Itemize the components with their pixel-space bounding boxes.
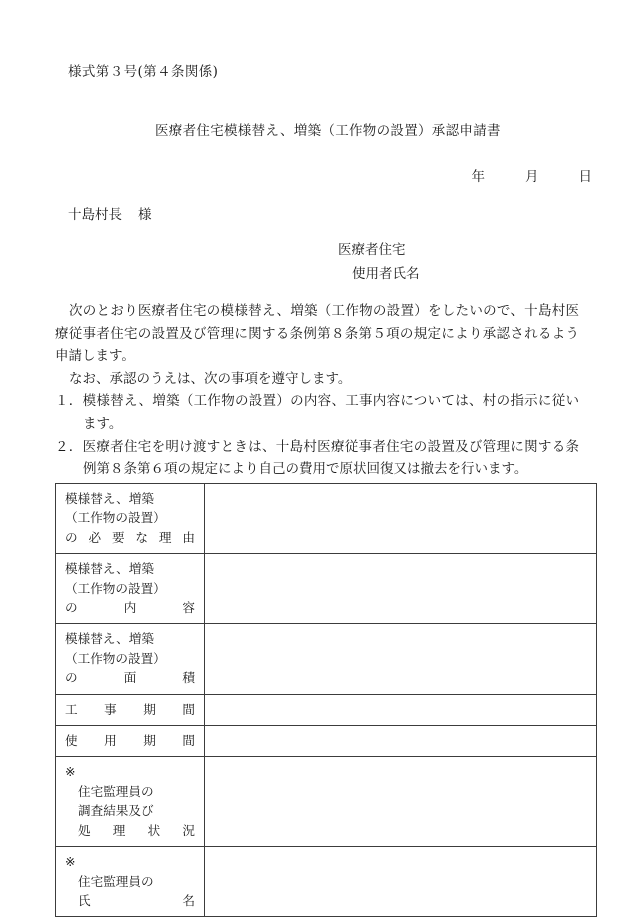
application-table-body xyxy=(56,484,597,917)
label-line-3: の 面 積 xyxy=(65,670,195,686)
label-line-1: 使 用 期 間 xyxy=(65,733,195,749)
reference-mark-icon: ※ xyxy=(65,854,76,870)
date-month-label: 月 xyxy=(525,169,539,185)
body-item-1: １．模様替え、増築（工作物の設置）の内容、工事内容については、村の指示に従います。 xyxy=(55,393,579,432)
form-number: 様式第３号(第４条関係) xyxy=(68,64,219,80)
label-line-2: （工作物の設置） xyxy=(65,510,166,526)
addressee xyxy=(68,203,152,223)
date-year-label: 年 xyxy=(471,169,485,185)
row-label-inspector-name xyxy=(56,847,205,917)
applicant-block xyxy=(338,238,420,286)
label-line-2: （工作物の設置） xyxy=(65,650,166,666)
label-line-1: 模様替え、増築 xyxy=(65,561,154,577)
page-title: 医療者住宅模様替え、増築（工作物の設置）承認申請書 xyxy=(155,123,501,139)
label-line-2: 氏 名 xyxy=(78,892,195,908)
row-label-area xyxy=(56,624,205,694)
label-line-2: （工作物の設置） xyxy=(65,580,166,596)
row-value-usage-period[interactable] xyxy=(205,726,597,757)
body-paragraph-2: なお、承認のうえは、次の事項を遵守します。 xyxy=(69,370,352,387)
label-line-3: の 内 容 xyxy=(65,600,195,616)
row-label-construction-period xyxy=(56,694,205,725)
body-paragraph-1: 次のとおり医療者住宅の模様替え、増築（工作物の設置）をしたいので、十島村医療従事者住宅の設置及び管理に関する条例第８条第５項の規定により承認されるよう申請します。 xyxy=(55,303,579,365)
row-value-construction-period[interactable] xyxy=(205,694,597,725)
label-line-3: 処 理 状 況 xyxy=(78,822,195,838)
date-line xyxy=(0,165,592,185)
row-value-inspector-name[interactable] xyxy=(205,847,597,917)
label-line-1: 住宅監理員の xyxy=(78,783,154,799)
table-row xyxy=(56,757,597,847)
table-row xyxy=(56,726,597,757)
label-line-1: 模様替え、増築 xyxy=(65,491,154,506)
applicant-name-label: 使用者氏名 xyxy=(352,266,420,282)
body-text xyxy=(55,300,579,481)
table-row xyxy=(56,484,597,554)
table-row xyxy=(56,624,597,694)
label-line-3: の 必 要 な 理 由 xyxy=(65,529,195,545)
addressee-honorific: 様 xyxy=(138,207,152,223)
label-line-2: 調査結果及び xyxy=(78,803,154,819)
row-value-inspector-result[interactable] xyxy=(205,757,597,847)
row-label-reason xyxy=(56,484,205,554)
row-label-usage-period xyxy=(56,726,205,757)
applicant-residence-label: 医療者住宅 xyxy=(338,242,406,258)
table-row xyxy=(56,694,597,725)
row-value-content[interactable] xyxy=(205,554,597,624)
application-table xyxy=(55,483,597,917)
row-label-content xyxy=(56,554,205,624)
label-line-1: 工 事 期 間 xyxy=(65,701,195,717)
reference-mark-icon: ※ xyxy=(65,764,76,780)
table-row xyxy=(56,847,597,917)
row-value-area[interactable] xyxy=(205,624,597,694)
label-line-1: 模様替え、増築 xyxy=(65,631,154,647)
label-line-1: 住宅監理員の xyxy=(78,873,154,889)
addressee-name: 十島村長 xyxy=(68,207,122,223)
body-item-2: ２．医療者住宅を明け渡すときは、十島村医療従事者住宅の設置及び管理に関する条例第８条第６項の規定により自己の費用で原状回復又は撤去を行います。 xyxy=(55,438,579,478)
table-row xyxy=(56,554,597,624)
row-label-inspector-result xyxy=(56,757,205,847)
row-value-reason[interactable] xyxy=(205,484,597,554)
date-day-label: 日 xyxy=(578,169,592,185)
